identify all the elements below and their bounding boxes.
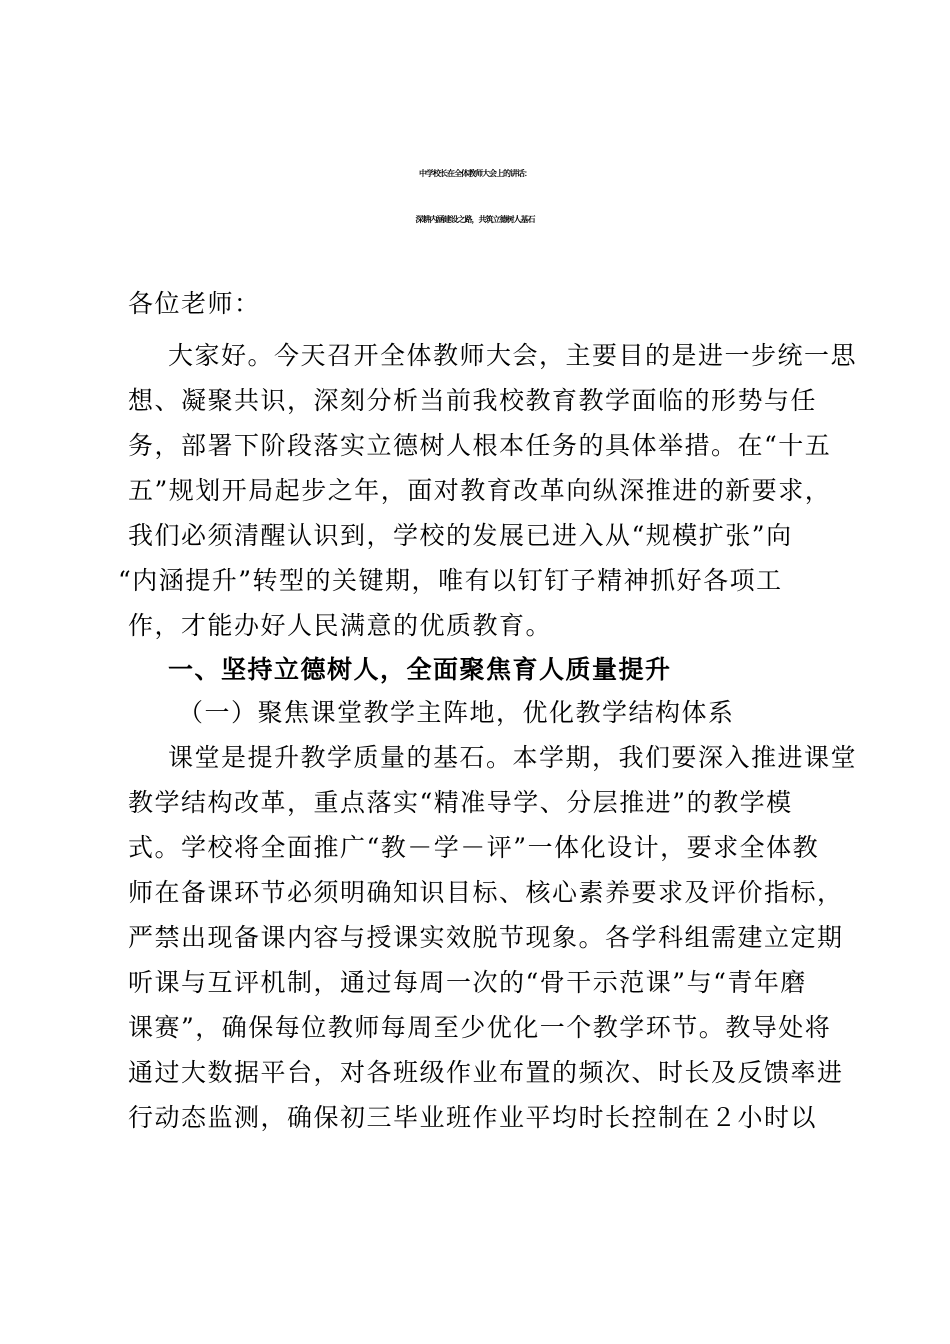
body-line: 行动态监测，确保初三毕业班作业平均时长控制在２小时以 — [128, 1103, 818, 1132]
body-line: 我们必须清醒认识到，学校的发展已进入从“规模扩张”向 — [128, 521, 793, 550]
body-line: 大家好。今天召开全体教师大会，主要目的是进一步统一思 — [168, 341, 858, 370]
document-title-line-1: 中学校长在全体教师大会上的讲话： — [419, 168, 531, 178]
body-line: 师在备课环节必须明确知识目标、核心素养要求及评价指标， — [128, 878, 844, 907]
body-line: 想、凝聚共识，深刻分析当前我校教育教学面临的形势与任 — [128, 386, 818, 415]
body-line: 课赛”，确保每位教师每周至少优化一个教学环节。教导处将 — [128, 1013, 832, 1042]
body-line: “内涵提升”转型的关键期，唯有以钉钉子精神抓好各项工 — [118, 566, 783, 595]
body-line: 作，才能办好人民满意的优质教育。 — [128, 611, 553, 640]
subsection-heading: （一）聚焦课堂教学主阵地，优化教学结构体系 — [178, 698, 735, 727]
salutation: 各位老师： — [128, 289, 261, 318]
body-line: 听课与互评机制，通过每周一次的“骨干示范课”与“青年磨 — [128, 968, 807, 997]
body-line: 严禁出现备课内容与授课实效脱节现象。各学科组需建立定期 — [128, 923, 844, 952]
body-line: 教学结构改革，重点落实“精准导学、分层推进”的教学模 — [128, 788, 793, 817]
body-line: 课堂是提升教学质量的基石。本学期，我们要深入推进课堂 — [168, 743, 858, 772]
body-line: 通过大数据平台，对各班级作业布置的频次、时长及反馈率进 — [128, 1058, 844, 1087]
document-title-line-2: 深耕内涵建设之路，共筑立德树人基石 — [415, 214, 535, 224]
body-line: 五”规划开局起步之年，面对教育改革向纵深推进的新要求， — [128, 476, 832, 505]
body-line: 务，部署下阶段落实立德树人根本任务的具体举措。在“十五 — [128, 431, 832, 460]
body-line: 式。学校将全面推广“教－学－评”一体化设计，要求全体教 — [128, 833, 820, 862]
section-heading: 一、坚持立德树人，全面聚焦育人质量提升 — [168, 655, 672, 684]
